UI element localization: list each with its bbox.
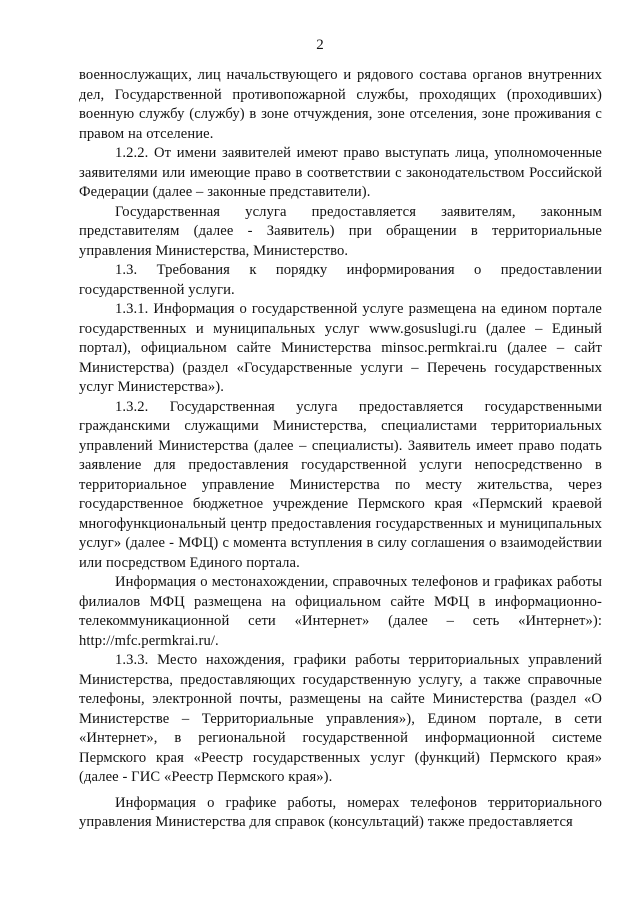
page-number: 2 [316,37,324,53]
paragraph-mfc-info: Информация о местонахождении, справочных телефонов и графиках работы филиалов МФЦ размещена на официальном сайте МФЦ в информационно-телекоммуникационной сети «Интернет» (далее – сеть «Интернет»): http://mfc.permkrai.ru/. [79,574,602,649]
paragraph-schedule-info: Информация о графике работы, номерах телефонов территориального управления Министерства для справок (консультаций) также предоставляется [79,794,602,830]
paragraph-1-3-2: 1.3.2. Государственная услуга предоставляется государственными гражданскими служащими Министерства, специалистами территориальных управлений Министерства (далее – специалисты). Заявитель имеет право подать заявление для предоставления государственной услуги непосредственно в территориальное управление Министерства по месту жительства, через государственное бюджетное учреждение Пермского края «Пермский краевой многофункциональный центр предоставления государственных и муниципальных услуг» (далее - МФЦ) с момента вступления в силу соглашения о взаимодействии или посредством Единого портала. [79,398,602,571]
paragraph-1-3-1: 1.3.1. Информация о государственной услуге размещена на едином портале государственных и муниципальных услуг www.gosuslugi.ru (далее – Единый портал), официальном сайте Министерства minsoc.permkrai.ru (далее – сайт Министерства) (раздел «Государственные услуги – Перечень государственных услуг Министерства»). [79,301,602,395]
paragraph-service-provision: Государственная услуга предоставляется заявителям, законным представителям (далее - Заявитель) при обращении в территориальные управления Министерства, Министерство. [79,203,602,259]
paragraph-1-3: 1.3. Требования к порядку информирования о предоставлении государственной услуги. [79,262,602,298]
paragraph-continuation: военнослужащих, лиц начальствующего и рядового состава органов внутренних дел, Государственной противопожарной службы, проходящих (проходивших) военную службу (службу) в зоне отчуждения, зоне отселения, зоне проживания с правом на отселение. [79,67,602,142]
paragraph-1-2-2: 1.2.2. От имени заявителей имеют право выступать лица, уполномоченные заявителями или имеющие право в соответствии с законодательством Российской Федерации (далее – законные представители). [79,145,602,200]
document-body [79,66,602,833]
paragraph-1-3-3: 1.3.3. Место нахождения, графики работы территориальных управлений Министерства, предоставляющих государственную услугу, а также справочные телефоны, электронной почты, размещены на сайте Министерства (раздел «О Министерстве – Территориальные управления»), Едином портале, в сети «Интернет», в региональной государственной информационной системе Пермского края «Реестр государственных услуг (функций) Пермского края» (далее - ГИС «Реестр Пермского края»). [79,652,602,785]
